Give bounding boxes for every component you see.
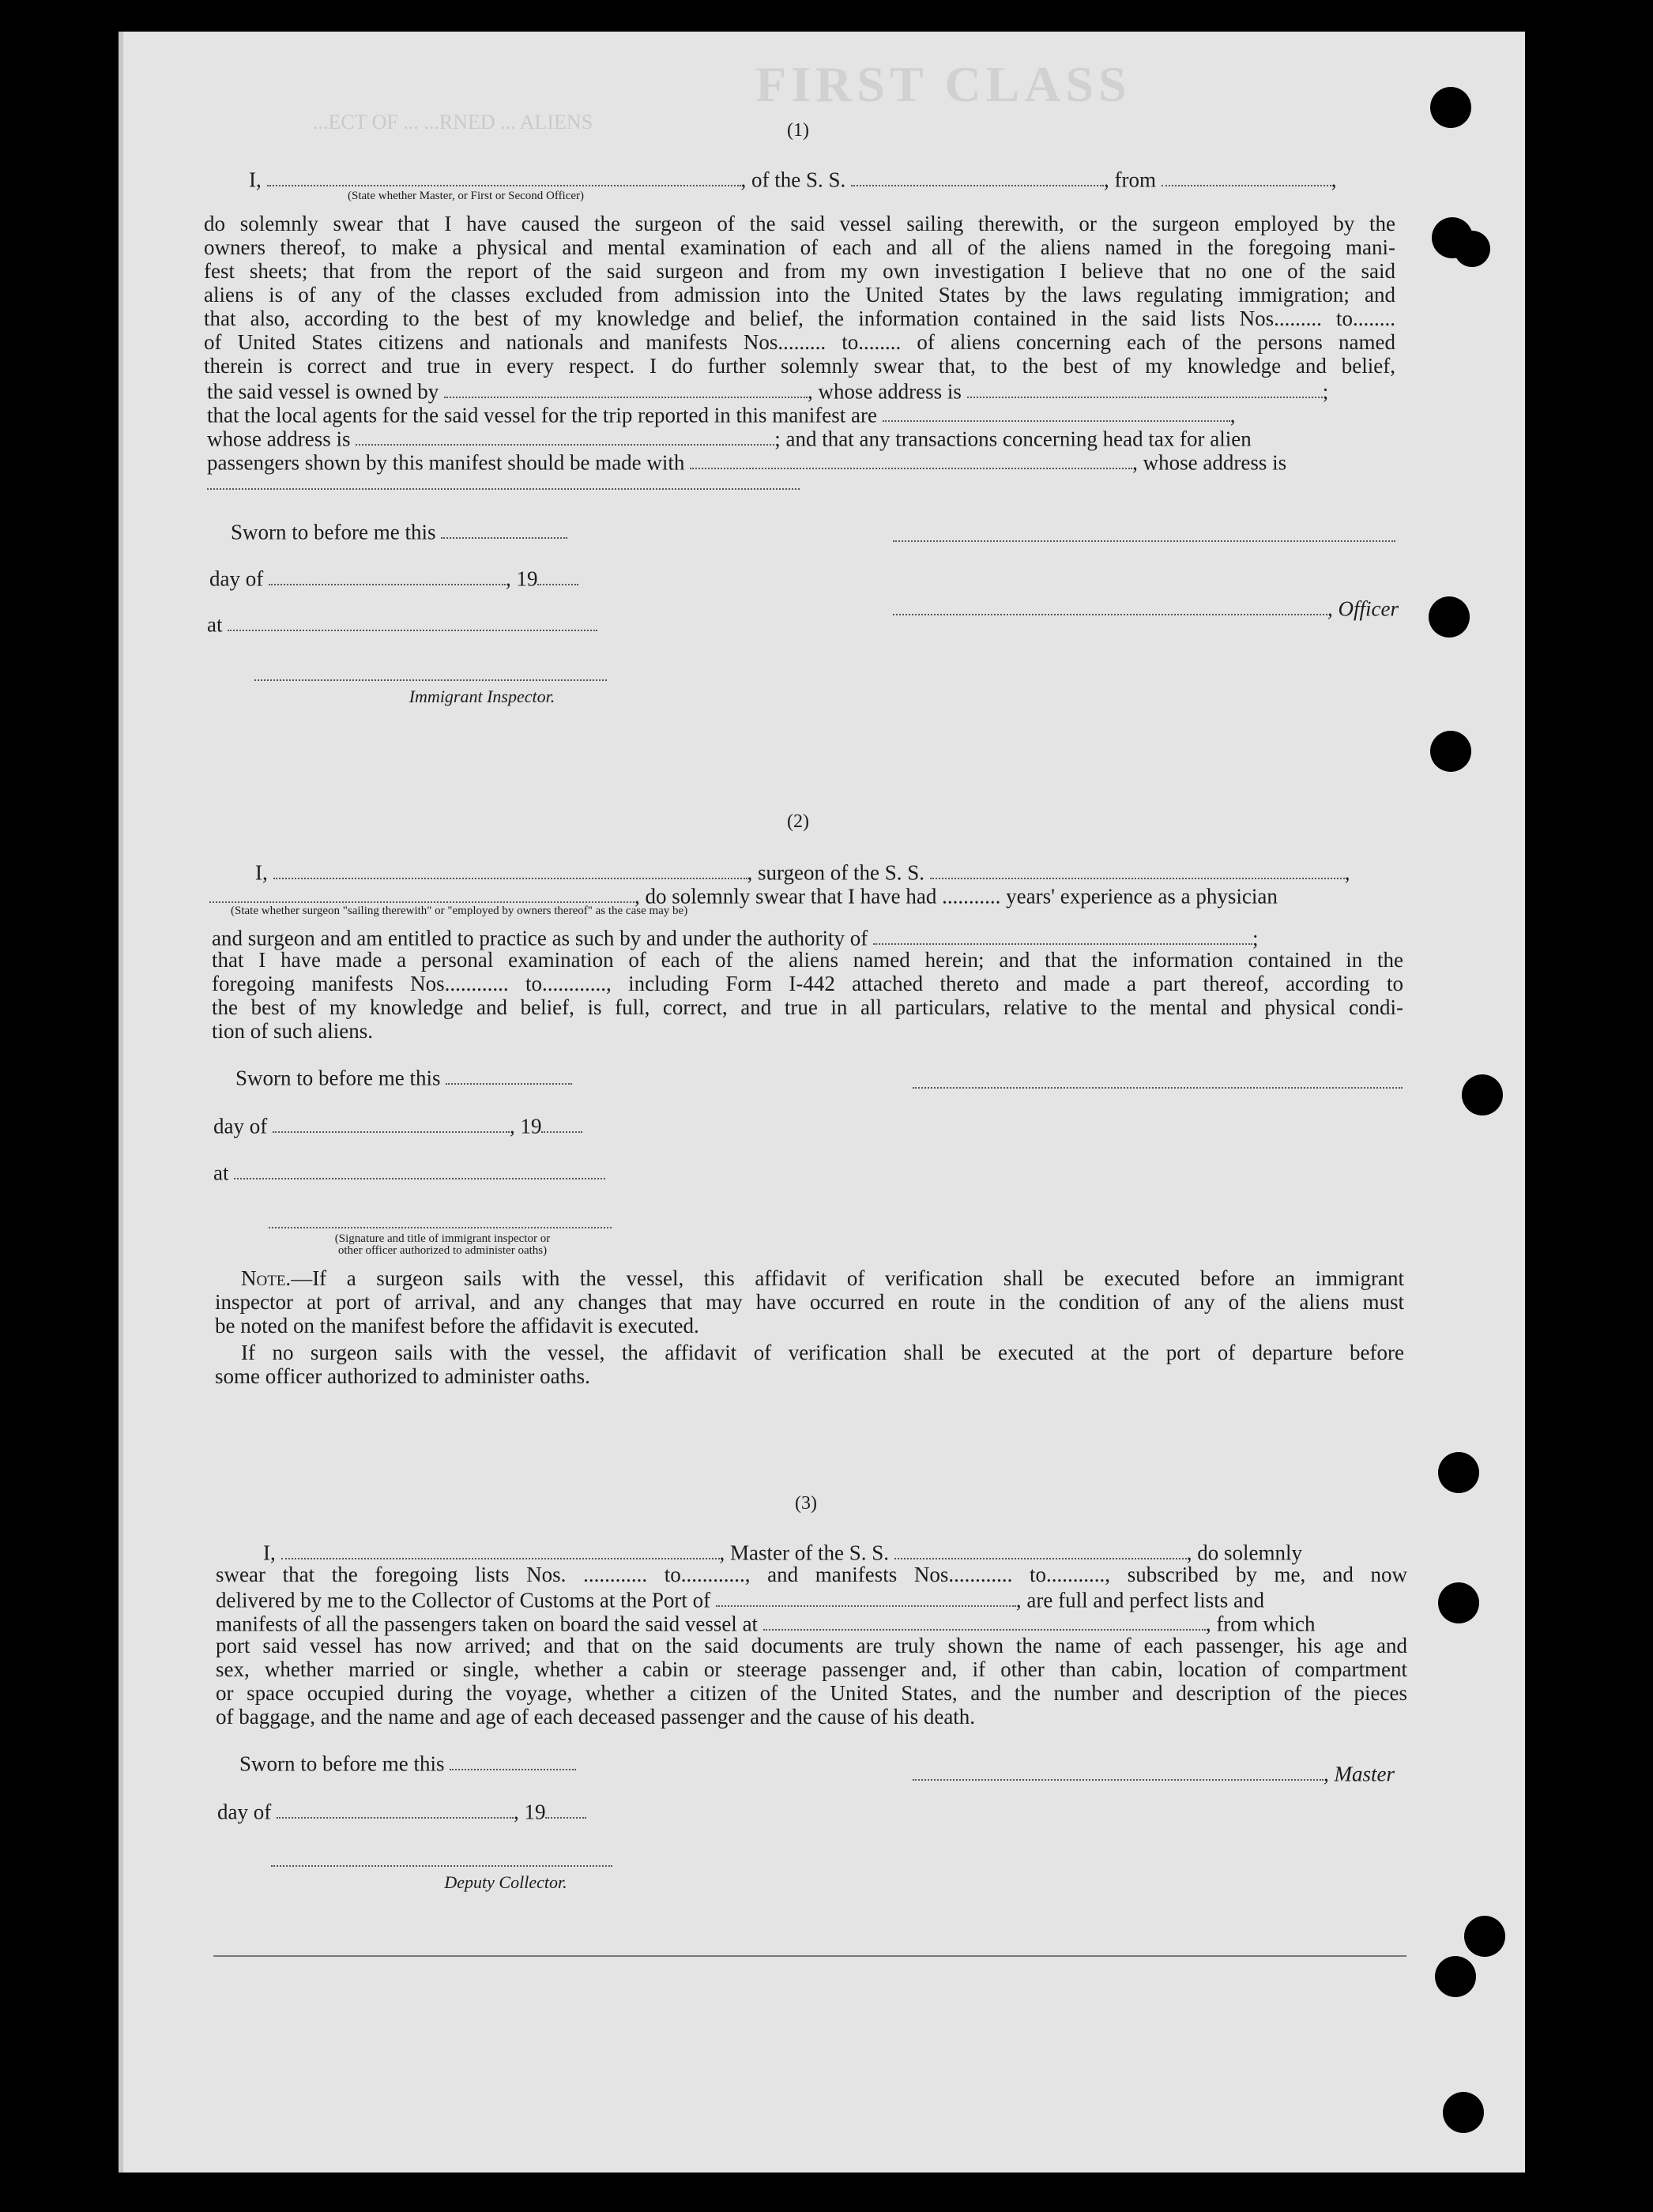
month-field[interactable] bbox=[269, 565, 506, 585]
bleedthrough-header: FIRST CLASS bbox=[755, 56, 1131, 112]
paragraph-line: therein is correct and true in every respect. I do further solemnly swear that, to the best of my knowledge and belief, bbox=[204, 354, 1395, 378]
paragraph-line: that also, according to the best of my knowledge and belief, the information contained in the said lists Nos......... to........ bbox=[204, 307, 1395, 330]
master-sign-line bbox=[913, 1760, 1395, 1786]
agents-address-line bbox=[207, 425, 1252, 451]
paragraph-line: foregoing manifests Nos............ to............, including Form I-442 attached thereto and made a part thereof, according to bbox=[212, 972, 1403, 995]
paragraph-line: tion of such aliens. bbox=[212, 1019, 373, 1043]
label-immigrant-inspector: Immigrant Inspector. bbox=[409, 687, 555, 706]
punch-hole bbox=[1438, 1452, 1479, 1493]
note-text: —If a surgeon sails with the vessel, this affidavit of verification shall be executed before an immigrant bbox=[291, 1266, 1404, 1290]
boarding-line bbox=[216, 1610, 1316, 1636]
paragraph-line: owners thereof, to make a physical and mental examination of each and all of the aliens named in the foregoing mani- bbox=[204, 235, 1395, 259]
paragraph-line: or space occupied during the voyage, whether a citizen of the United States, and the number and description of the pieces bbox=[216, 1681, 1407, 1705]
surgeon-line: I, , surgeon of the S. S. , bbox=[255, 859, 1350, 885]
authority-field[interactable] bbox=[873, 924, 1252, 945]
label-full-perfect: , are full and perfect lists and bbox=[1015, 1588, 1265, 1612]
head-tax-line bbox=[207, 449, 1286, 475]
at-line bbox=[207, 611, 597, 637]
label-whose-address: , whose address is bbox=[807, 379, 962, 404]
agents-field[interactable] bbox=[883, 401, 1230, 422]
sworn-day-field[interactable] bbox=[446, 1064, 572, 1085]
field-note: (State whether Master, or First or Second Officer) bbox=[348, 190, 585, 202]
sworn-line bbox=[239, 1750, 576, 1776]
owner-line: the said vessel is owned by , whose address is ; bbox=[207, 378, 1328, 404]
month-field[interactable] bbox=[273, 1112, 510, 1133]
paragraph-line: of baggage, and the name and age of each deceased passenger and the cause of his death. bbox=[216, 1705, 976, 1729]
note-line bbox=[241, 1266, 1404, 1291]
port-field[interactable] bbox=[716, 1586, 1016, 1607]
label-local-agents: that the local agents for the said vessel for the trip reported in this manifest are bbox=[207, 403, 877, 427]
officer-signature-field[interactable] bbox=[893, 540, 1395, 542]
sworn-day-field[interactable] bbox=[441, 518, 567, 539]
sworn-line bbox=[231, 518, 567, 544]
inspector-signature-field[interactable] bbox=[269, 1227, 612, 1228]
section-number: (3) bbox=[795, 1493, 817, 1514]
label-taken-on-board: manifests of all the passengers taken on board the said vessel at bbox=[216, 1612, 759, 1636]
label-years-experience: , do solemnly swear that I have had ........... years' experience as a physician bbox=[634, 884, 1278, 908]
master-name-field[interactable] bbox=[281, 1539, 720, 1559]
sig-note-2: other officer authorized to administer oaths) bbox=[337, 1244, 548, 1257]
label-i: I, bbox=[255, 860, 268, 885]
section-number: (1) bbox=[787, 120, 809, 141]
section-number: (2) bbox=[787, 811, 809, 832]
label-day-of: day of bbox=[209, 566, 264, 591]
label-at: at bbox=[207, 612, 223, 637]
label-i: I, bbox=[263, 1540, 276, 1565]
label-year: , 19 bbox=[505, 566, 538, 591]
paragraph-line: sex, whether married or single, whether a cabin or steerage passenger and, if other than cabin, location of compartment bbox=[216, 1657, 1407, 1681]
vessel-name-field[interactable] bbox=[894, 1539, 1187, 1559]
punch-hole bbox=[1430, 87, 1471, 128]
bleedthrough-subheader: ...ECT OF ... ...RNED ... ALIENS bbox=[313, 111, 593, 134]
note-line: If no surgeon sails with the vessel, the affidavit of verification shall be executed at the port of departure before bbox=[241, 1341, 1404, 1364]
paragraph-line: the best of my knowledge and belief, is full, correct, and true in all particulars, relative to the mental and physical condi- bbox=[212, 995, 1403, 1019]
surgeon-signature-field[interactable] bbox=[913, 1087, 1403, 1089]
owner-address-field[interactable] bbox=[967, 378, 1323, 398]
label-at: at bbox=[213, 1161, 229, 1185]
surgeon-status-field[interactable] bbox=[209, 882, 634, 903]
affidavit-line: I, , of the S. S. , from , bbox=[249, 166, 1337, 192]
label-day-of: day of bbox=[217, 1800, 272, 1824]
collector-signature-field[interactable] bbox=[271, 1865, 612, 1867]
address-field[interactable] bbox=[207, 488, 800, 490]
label-day-of: day of bbox=[213, 1114, 268, 1138]
punch-hole bbox=[1435, 1956, 1476, 1997]
punch-hole bbox=[1429, 596, 1470, 638]
field-note: (State whether surgeon "sailing therewith" or "employed by owners thereof" as the case may be) bbox=[231, 905, 688, 917]
label-owned-by: the said vessel is owned by bbox=[207, 379, 439, 404]
vessel-name-field[interactable] bbox=[930, 859, 1345, 879]
label-year: , 19 bbox=[513, 1800, 546, 1824]
label-i: I, bbox=[249, 167, 262, 192]
note-line: be noted on the manifest before the affidavit is executed. bbox=[215, 1314, 699, 1337]
label-sworn: Sworn to before me this bbox=[235, 1066, 441, 1090]
agents-line: that the local agents for the said vessel for the trip reported in this manifest are , bbox=[207, 401, 1235, 427]
paragraph-line: do solemnly swear that I have caused the surgeon of the said vessel sailing therewith, or the surgeon employed by the bbox=[204, 212, 1395, 235]
punch-hole bbox=[1438, 1582, 1479, 1623]
year-field[interactable] bbox=[545, 1798, 586, 1819]
label-master-of: , Master of the S. S. bbox=[719, 1540, 889, 1565]
master-signature-field[interactable] bbox=[913, 1760, 1324, 1781]
label-do-solemnly: , do solemnly bbox=[1186, 1540, 1302, 1565]
officer-line bbox=[893, 595, 1399, 621]
officer-name-sign-field[interactable] bbox=[893, 595, 1327, 615]
note-line: inspector at port of arrival, and any changes that may have occurred en route in the condition of any of the aliens must bbox=[215, 1290, 1404, 1314]
label-from: , from bbox=[1104, 167, 1156, 192]
punch-hole bbox=[1430, 731, 1471, 772]
master-line bbox=[263, 1539, 1302, 1565]
paragraph-line: fest sheets; that from the report of the said surgeon and from my own investigation I believe that no one of the said bbox=[204, 259, 1395, 283]
inspector-signature-field[interactable] bbox=[254, 679, 607, 681]
sig-note-1: (Signature and title of immigrant inspector or bbox=[334, 1232, 551, 1245]
label-whose-address: , whose address is bbox=[1132, 450, 1287, 475]
paragraph-line: port said vessel has now arrived; and that on the said documents are truly shown the name of each passenger, his age and bbox=[216, 1634, 1407, 1657]
place-field[interactable] bbox=[234, 1159, 605, 1179]
paragraph-line: that I have made a personal examination of each of the aliens named herein; and that the information contained in the bbox=[212, 948, 1403, 972]
surgeon-name-field[interactable] bbox=[273, 859, 747, 879]
label-year: , 19 bbox=[509, 1114, 542, 1138]
port-line bbox=[216, 1586, 1264, 1612]
sworn-line bbox=[235, 1064, 572, 1090]
label-sworn: Sworn to before me this bbox=[239, 1751, 445, 1776]
boarding-port-field[interactable] bbox=[763, 1610, 1206, 1631]
label-collector-port: delivered by me to the Collector of Customs at the Port of bbox=[216, 1588, 711, 1612]
punch-hole bbox=[1454, 231, 1490, 267]
authority-line: and surgeon and am entitled to practice as such by and under the authority of ; bbox=[212, 924, 1259, 950]
label-of-ss: , of the S. S. bbox=[740, 167, 846, 192]
bottom-rule bbox=[213, 1955, 1406, 1957]
agents-address-field[interactable] bbox=[356, 425, 774, 446]
head-tax-agent-field[interactable] bbox=[690, 449, 1132, 469]
officer-name-field[interactable] bbox=[267, 166, 741, 186]
label-from-which: , from which bbox=[1205, 1612, 1316, 1636]
label-made-with: passengers shown by this manifest should be made with bbox=[207, 450, 685, 475]
label-sworn: Sworn to before me this bbox=[231, 520, 436, 544]
paragraph-line: of United States citizens and nationals and manifests Nos......... to........ of aliens concerning each of the persons named bbox=[204, 330, 1395, 354]
day-of-line bbox=[217, 1798, 586, 1824]
day-of-line bbox=[209, 565, 578, 591]
label-whose-address: whose address is bbox=[207, 427, 351, 451]
label-authority: and surgeon and am entitled to practice as such by and under the authority of bbox=[212, 926, 868, 950]
note-line: some officer authorized to administer oaths. bbox=[215, 1364, 590, 1388]
punch-hole bbox=[1443, 2092, 1484, 2133]
note-label: Note. bbox=[241, 1266, 292, 1290]
owner-field[interactable] bbox=[444, 378, 808, 398]
label-surgeon-of: , surgeon of the S. S. bbox=[747, 860, 925, 885]
year-field[interactable] bbox=[541, 1112, 582, 1133]
year-field[interactable] bbox=[537, 565, 578, 585]
label-head-tax: ; and that any transactions concerning head tax for alien bbox=[774, 427, 1252, 451]
label-officer: , Officer bbox=[1327, 596, 1399, 621]
punch-hole bbox=[1462, 1074, 1503, 1115]
month-field[interactable] bbox=[277, 1798, 514, 1819]
punch-hole bbox=[1464, 1916, 1505, 1957]
place-field[interactable] bbox=[228, 611, 597, 631]
vessel-name-field[interactable] bbox=[851, 166, 1104, 186]
label-master: , Master bbox=[1324, 1762, 1395, 1786]
sworn-day-field[interactable] bbox=[450, 1750, 576, 1770]
at-line bbox=[213, 1159, 605, 1185]
day-of-line bbox=[213, 1112, 582, 1138]
label-deputy-collector: Deputy Collector. bbox=[444, 1872, 567, 1892]
paragraph-line: aliens is of any of the classes excluded from admission into the United States by the laws regulating immigration; and bbox=[204, 283, 1395, 307]
from-port-field[interactable] bbox=[1162, 166, 1331, 186]
paragraph-line: swear that the foregoing lists Nos. ............ to............, and manifests Nos............ to..........., subscribed by me, and now bbox=[216, 1563, 1407, 1586]
